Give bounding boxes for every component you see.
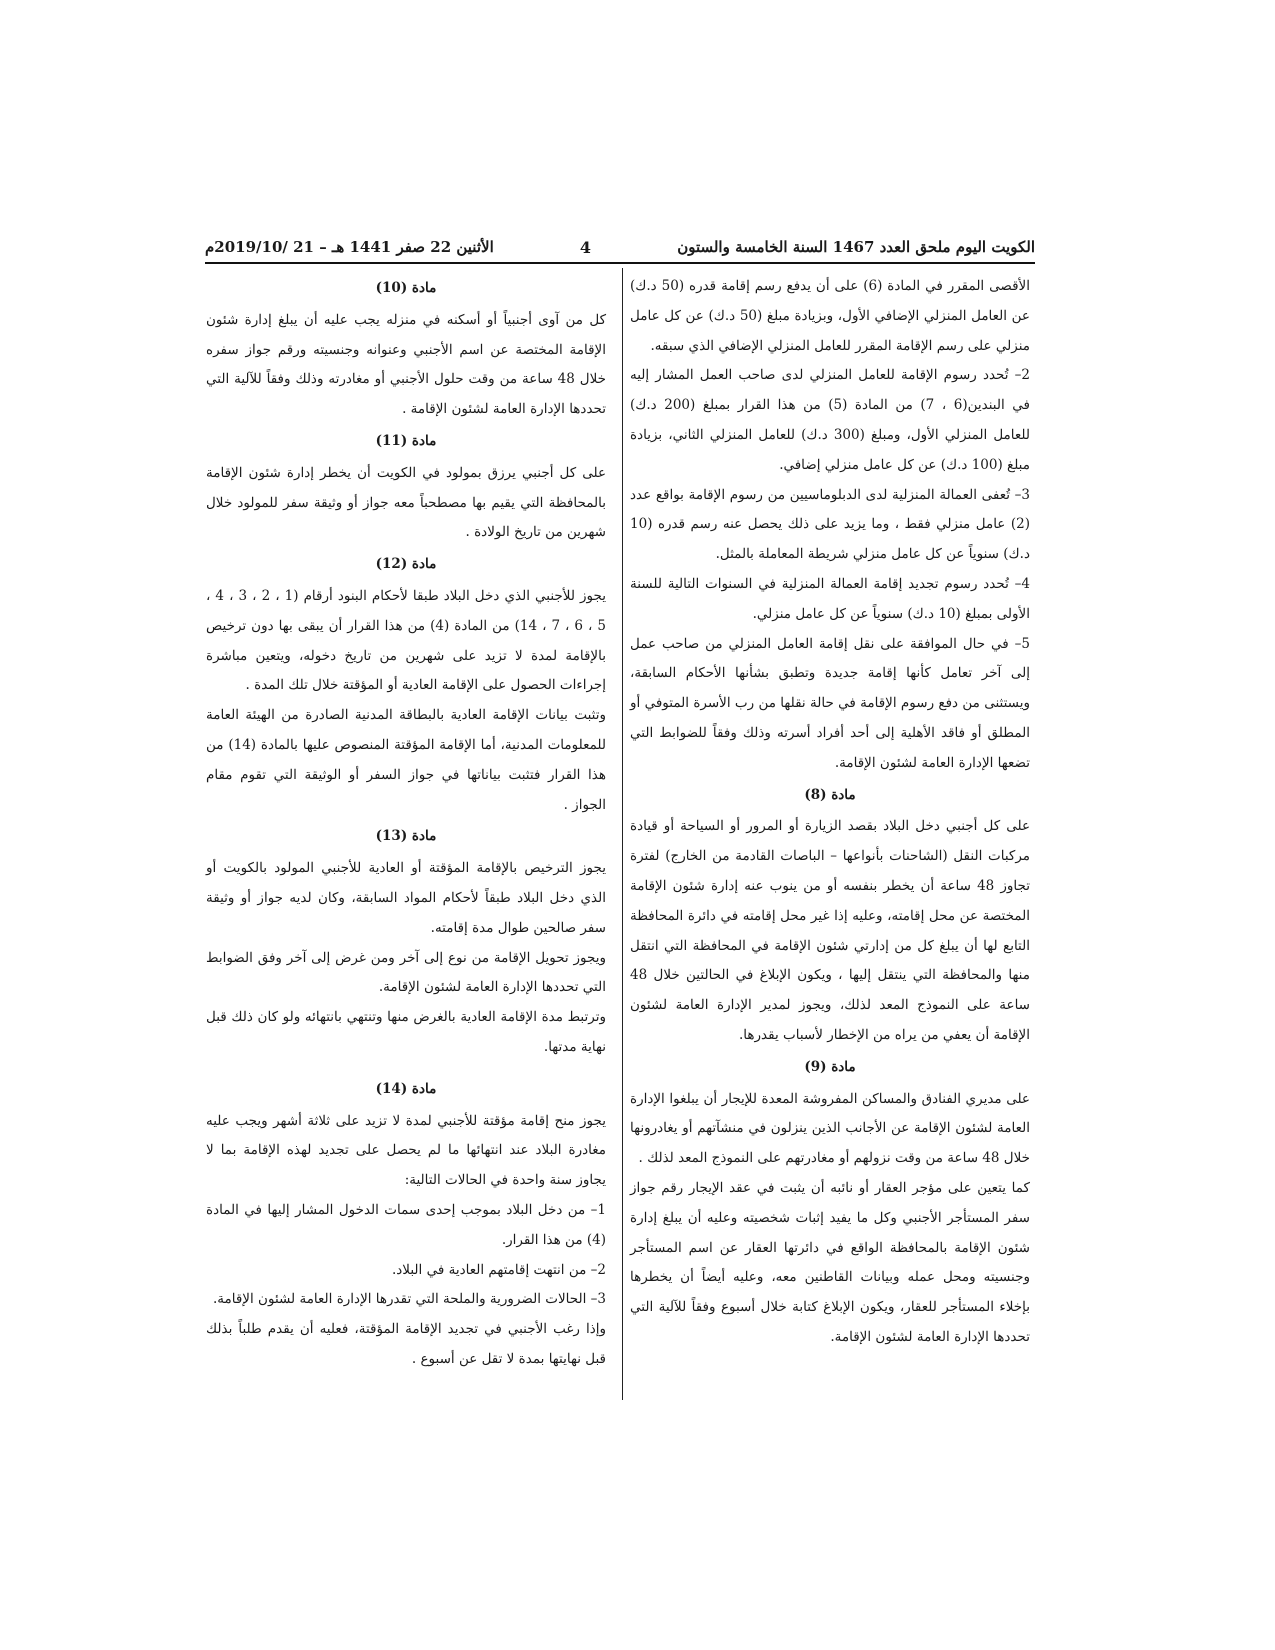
page-header xyxy=(205,232,1035,262)
article-12-text: يجوز للأجنبي الذي دخل البلاد طبقا لأحكام البنود أرقام (1 ، 2 ، 3 ، 4 ، 5 ، 6 ، 7 ، 14) من المادة (4) من هذا القرار أن يبقى بها دون ترخيص بالإقامة لمدة لا تزيد على شهرين من تاريخ دخوله، ويتعين مباشرة إجراءات الحصول على الإقامة العادية أو المؤقتة خلال تلك المدة . xyxy=(206,587,606,694)
article-10-title: مادة (10) xyxy=(375,280,437,296)
column-divider xyxy=(622,268,623,1400)
article-13-text-2: ويجوز تحويل الإقامة من نوع إلى آخر ومن غرض إلى آخر وفق الضوابط التي تحددها الإدارة العامة لشئون الإقامة. xyxy=(206,949,606,996)
article-12-text-2: وتثبت بيانات الإقامة العادية بالبطاقة المدنية الصادرة من الهيئة العامة للمعلومات المدنية، أما الإقامة المؤقتة المنصوص عليها بالمادة (14) من هذا القرار فتثبت بياناتها في جواز السفر أو الوثيقة التي تقوم مقام الجواز . xyxy=(206,707,606,813)
article-12-title: مادة (12) xyxy=(375,556,437,573)
right-column xyxy=(630,272,1030,1353)
article-9-text-2: كما يتعين على مؤجر العقار أو نائبه أن يثبت في عقد الإيجار رقم جواز سفر المستأجر الأجنبي وكل ما يفيد إثبات شخصيته وعليه أن يبلغ إدارة شئون الإقامة بالمحافظة الواقع في دائرتها العقار عن اسم المستأجر وجنسيته ومحل عمله وبيانات القاطنين معه، وعليه أيضاً أن يخطرها بإخلاء المستأجر للعقار، ويكون الإبلاغ كتابة خلال أسبوع وفقاً للآلية التي تحددها الإدارة العامة لشئون الإقامة. xyxy=(630,1179,1030,1345)
header-rule xyxy=(205,262,1035,264)
article-9-text: على مديري الفنادق والمساكن المفروشة المعدة للإيجار أن يبلغوا الإدارة العامة لشئون الإقامة عن الأجانب الذين ينزلون في منشآتهم أو يغادرونها خلال 48 ساعة من وقت نزولهم أو مغادرتهم على النموذج المعد لذلك . xyxy=(630,1090,1030,1167)
article-13-text: يجوز الترخيص بالإقامة المؤقتة أو العادية للأجنبي المولود بالكويت أو الذي دخل البلاد طبقاً لأحكام المواد السابقة، وكان لديه جواز أو وثيقة سفر صالحين طوال مدة إقامته. xyxy=(206,860,606,936)
article-13-title: مادة (13) xyxy=(375,828,437,845)
article-13-text-3: وترتبط مدة الإقامة العادية بالغرض منها وتنتهي بانتهائه ولو كان ذلك قبل نهاية مدتها. xyxy=(206,1009,606,1055)
article-14-item-3: 3– الحالات الضرورية والملحة التي تقدرها الإدارة العامة لشئون الإقامة. xyxy=(212,1291,606,1308)
article-8-title: مادة (8) xyxy=(804,786,856,803)
article-14-text-2: وإذا رغب الأجنبي في تجديد الإقامة المؤقتة، فعليه أن يقدم طلباً بذلك قبل نهايتها بمدة لا تقل عن أسبوع . xyxy=(206,1321,606,1367)
article-14-text: يجوز منح إقامة مؤقتة للأجنبي لمدة لا تزيد على ثلاثة أشهر ويجب عليه مغادرة البلاد عند انتهائها ما لم يحصل على تجديد لهذه الإقامة بما لا يجاوز سنة واحدة في الحالات التالية: xyxy=(206,1112,606,1189)
article-11-text: على كل أجنبي يرزق بمولود في الكويت أن يخطر إدارة شئون الإقامة بالمحافظة التي يقيم بها مصطحباً معه جواز أو وثيقة سفر للمولود خلال شهرين من تاريخ الولادة . xyxy=(206,464,606,541)
paragraph: الأقصى المقرر في المادة (6) على أن يدفع رسم إقامة قدره (50 د.ك) عن العامل المنزلي الإضافي الأول، وبزيادة مبلغ (50 د.ك) عن كل عامل منزلي على رسم الإقامة المقرر للعامل المنزلي الإضافي الذي سبقه. xyxy=(630,278,1030,354)
paragraph: 2– تُحدد رسوم الإقامة للعامل المنزلي لدى صاحب العمل المشار إليه في البندين(6 ، 7) من المادة (5) من هذا القرار بمبلغ (200 د.ك) للعامل المنزلي الأول، ومبلغ (300 د.ك) للعامل المنزلي الثاني، بزيادة مبلغ (100 د.ك) عن كل عامل منزلي إضافي. xyxy=(630,367,1031,473)
left-column xyxy=(206,272,606,1375)
paragraph: 4– تُحدد رسوم تجديد إقامة العمالة المنزلية في السنوات التالية للسنة الأولى بمبلغ (10 د.ك) سنوياً عن كل عامل منزلي. xyxy=(630,575,1030,622)
publication-info: الكويت اليوم ملحق العدد 1467 السنة الخامسة والستون xyxy=(677,238,1035,256)
paragraph: 3– تُعفى العمالة المنزلية لدى الدبلوماسيين من رسوم الإقامة بواقع عدد (2) عامل منزلي فقط ، وما يزيد على ذلك يحصل عنه رسم قدره (10 د.ك) سنوياً عن كل عامل منزلي شريطة المعاملة بالمثل. xyxy=(630,486,1030,563)
paragraph: 5– في حال الموافقة على نقل إقامة العامل المنزلي من صاحب عمل إلى آخر تعامل كأنها إقامة جديدة وتطبق بشأنها الأحكام السابقة، ويستثنى من دفع رسوم الإقامة في حالة نقلها من رب الأسرة المتوفي أو المطلق أو فاقد الأهلية إلى أحد أفراد أسرته وذلك وفقاً للضوابط التي تضعها الإدارة العامة لشئون الإقامة. xyxy=(630,635,1030,771)
article-14-item-2: 2– من انتهت إقامتهم العادية في البلاد. xyxy=(392,1261,606,1278)
article-8-text: على كل أجنبي دخل البلاد بقصد الزيارة أو المرور أو السياحة أو قيادة مركبات النقل (الشاحنات بأنواعها – الباصات القادمة من الخارج) لفترة تجاوز 48 ساعة أن يخطر بنفسه أو من ينوب عنه إدارة شئون الإقامة المختصة عن محل إقامته، وعليه إذا غير محل إقامته في دائرة المحافظة التابع لها أن يبلغ كل من إدارتي شئون الإقامة في المحافظة التي انتقل منها والمحافظة التي ينتقل إليها ، ويكون الإبلاغ في الحالتين خلال 48 ساعة على النموذج المعد لذلك، ويجوز لمدير الإدارة العامة لشئون الإقامة أن يعفي من يراه من الإخطار لأسباب يقدرها. xyxy=(630,818,1031,1043)
article-9-title: مادة (9) xyxy=(804,1058,856,1075)
page-number: 4 xyxy=(579,237,592,257)
article-10-text: كل من آوى أجنبياً أو أسكنه في منزله يجب عليه أن يبلغ إدارة شئون الإقامة المختصة عن اسم الأجنبي وعنوانه وجنسيته ورقم جواز سفره خلال 48 ساعة من وقت حلول الأجنبي أو مغادرته وذلك وفقاً للآلية التي تحددها الإدارة العامة لشئون الإقامة . xyxy=(206,311,606,418)
article-11-title: مادة (11) xyxy=(375,432,437,449)
issue-date: الأثنين 22 صفر 1441 هـ – 21 /2019/10م xyxy=(205,238,494,256)
article-14-title: مادة (14) xyxy=(375,1080,437,1097)
article-14-item-1: 1– من دخل البلاد بموجب إحدى سمات الدخول المشار إليها في المادة (4) من هذا القرار. xyxy=(206,1201,606,1248)
